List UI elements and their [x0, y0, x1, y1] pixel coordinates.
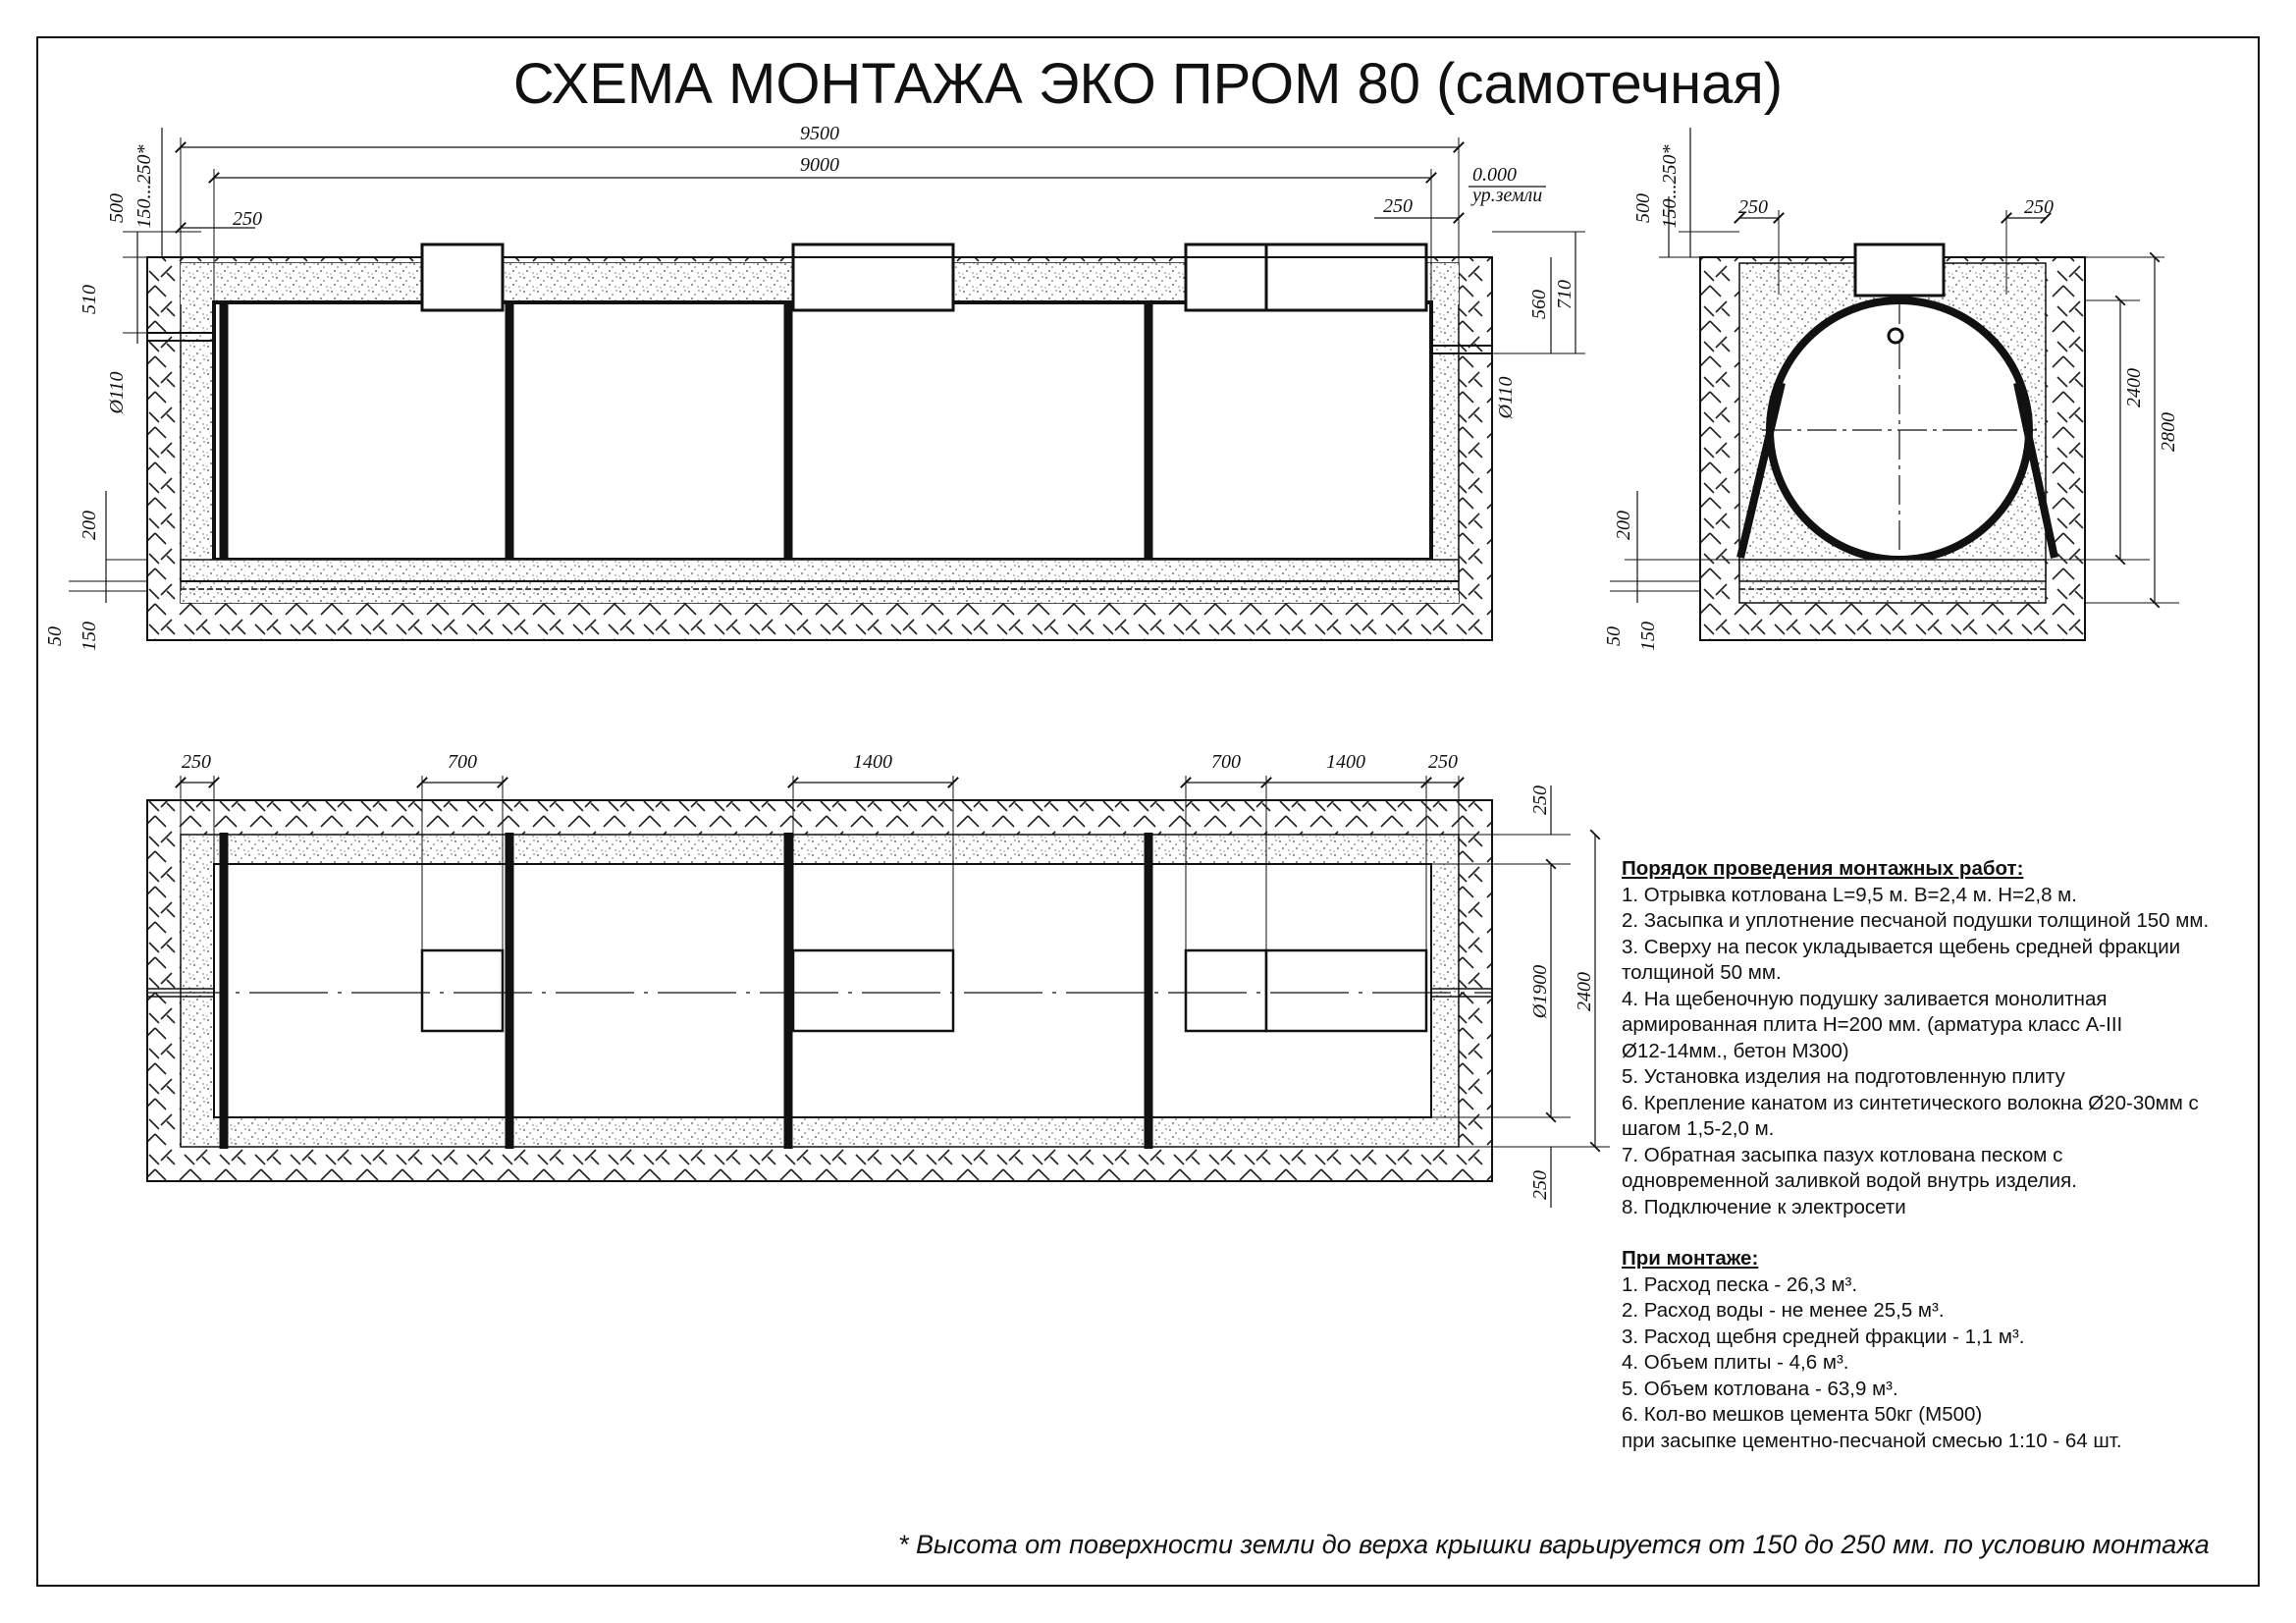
installation-step: одновременной заливкой водой внутрь изделия. [1622, 1169, 2077, 1192]
plan-dim-neck4-1400: 1400 [1326, 751, 1365, 773]
plan-dim-neck2-1400: 1400 [853, 751, 892, 773]
ground-level: 0.000 [1472, 164, 1517, 186]
installation-step: 2. Засыпка и уплотнение песчаной подушки толщиной 150 мм. [1622, 909, 2210, 932]
plan-dim-neck1-700: 700 [448, 751, 477, 773]
dim-9000: 9000 [800, 154, 839, 176]
cross-dim-gravel-50: 50 [1603, 626, 1625, 646]
dim-top-500: 500 [106, 193, 128, 223]
neck-2 [793, 244, 953, 310]
cross-dim-left-250: 250 [1738, 196, 1768, 218]
installation-step: 3. Сверху на песок укладывается щебень средней фракции [1622, 935, 2181, 958]
dim-outlet-710: 710 [1554, 280, 1575, 309]
mounting-item: 4. Объем плиты - 4,6 м³. [1622, 1351, 1849, 1374]
dim-outlet-560: 560 [1528, 290, 1550, 319]
dim-gravel-50: 50 [44, 626, 66, 646]
plan-dim-top-250: 250 [1529, 785, 1551, 815]
cross-view [1603, 128, 2179, 651]
installation-step: 6. Крепление канатом из синтетического волокна Ø20-30мм с [1622, 1091, 2199, 1114]
dim-inlet-d110: Ø110 [106, 371, 128, 414]
section-view [44, 123, 1585, 651]
plan-dim-bottom-250: 250 [1529, 1170, 1551, 1200]
cross-dim-right-250: 250 [2024, 196, 2054, 218]
page-title: СХЕМА МОНТАЖА ЭКО ПРОМ 80 (самотечная) [512, 52, 1784, 116]
mounting-item: 6. Кол-во мешков цемента 50кг (М500) [1622, 1403, 1983, 1426]
dim-inlet-510: 510 [79, 285, 100, 314]
installation-step: 1. Отрывка котлована L=9,5 м. В=2,4 м. Н=2,8 м. [1622, 883, 2077, 906]
plan-dim-2400: 2400 [1574, 972, 1595, 1011]
plan-dim-diameter: Ø1900 [1529, 964, 1551, 1019]
mounting-item: 5. Объем котлована - 63,9 м³. [1622, 1377, 1898, 1400]
tank-section [214, 302, 1431, 560]
mounting-heading: При монтаже: [1622, 1247, 1759, 1270]
neck-4 [1266, 244, 1426, 310]
installation-step: 5. Установка изделия на подготовленную плиту [1622, 1065, 2065, 1088]
dim-9500: 9500 [800, 123, 839, 144]
mounting-item: 3. Расход щебня средней фракции - 1,1 м³. [1622, 1325, 2025, 1348]
installation-step: толщиной 50 мм. [1622, 961, 1782, 984]
ground-label: ур.земли [1472, 185, 1543, 206]
installation-step: Ø12-14мм., бетон М300) [1622, 1039, 1849, 1062]
dim-slab-200: 200 [79, 511, 100, 540]
installation-step: 8. Подключение к электросети [1622, 1195, 1906, 1218]
dim-right-250: 250 [1383, 195, 1413, 217]
plan-view [147, 751, 1610, 1208]
cross-dim-2800: 2800 [2158, 412, 2179, 452]
installation-step: шагом 1,5-2,0 м. [1622, 1117, 1775, 1140]
cross-dim-slab-200: 200 [1613, 511, 1634, 540]
cross-dim-2400: 2400 [2123, 368, 2145, 407]
installation-notes [1622, 856, 2289, 1454]
installation-step: 7. Обратная засыпка пазух котлована песком с [1622, 1143, 2063, 1166]
mounting-item: 2. Расход воды - не менее 25,5 м³. [1622, 1299, 1945, 1322]
installation-step: 4. На щебеночную подушку заливается монолитная [1622, 987, 2108, 1010]
cross-dim-sand-150: 150 [1637, 622, 1659, 651]
dim-sand-150: 150 [79, 622, 100, 651]
dim-top-150-250: 150...250* [133, 144, 155, 229]
neck-3 [1186, 244, 1266, 310]
footnote: * Высота от поверхности земли до верха крышки варьируется от 150 до 250 мм. по условию монтажа [898, 1530, 2210, 1559]
neck-1 [422, 244, 503, 310]
plan-dim-neck3-700: 700 [1211, 751, 1241, 773]
installation-step: армированная плита Н=200 мм. (арматура класс А-III [1622, 1013, 2123, 1036]
mounting-item: 1. Расход песка - 26,3 м³. [1622, 1272, 1858, 1296]
installation-heading: Порядок проведения монтажных работ: [1622, 857, 2024, 880]
plan-dim-right-250: 250 [1428, 751, 1458, 773]
mounting-item: при засыпке цементно-песчаной смесью 1:10 - 64 шт. [1622, 1429, 2122, 1452]
cross-dim-top-500: 500 [1632, 193, 1654, 223]
cross-dim-top-150-250: 150...250* [1659, 144, 1681, 229]
dim-left-250: 250 [233, 208, 262, 230]
plan-dim-left-250: 250 [182, 751, 211, 773]
dim-outlet-d110: Ø110 [1495, 376, 1517, 419]
